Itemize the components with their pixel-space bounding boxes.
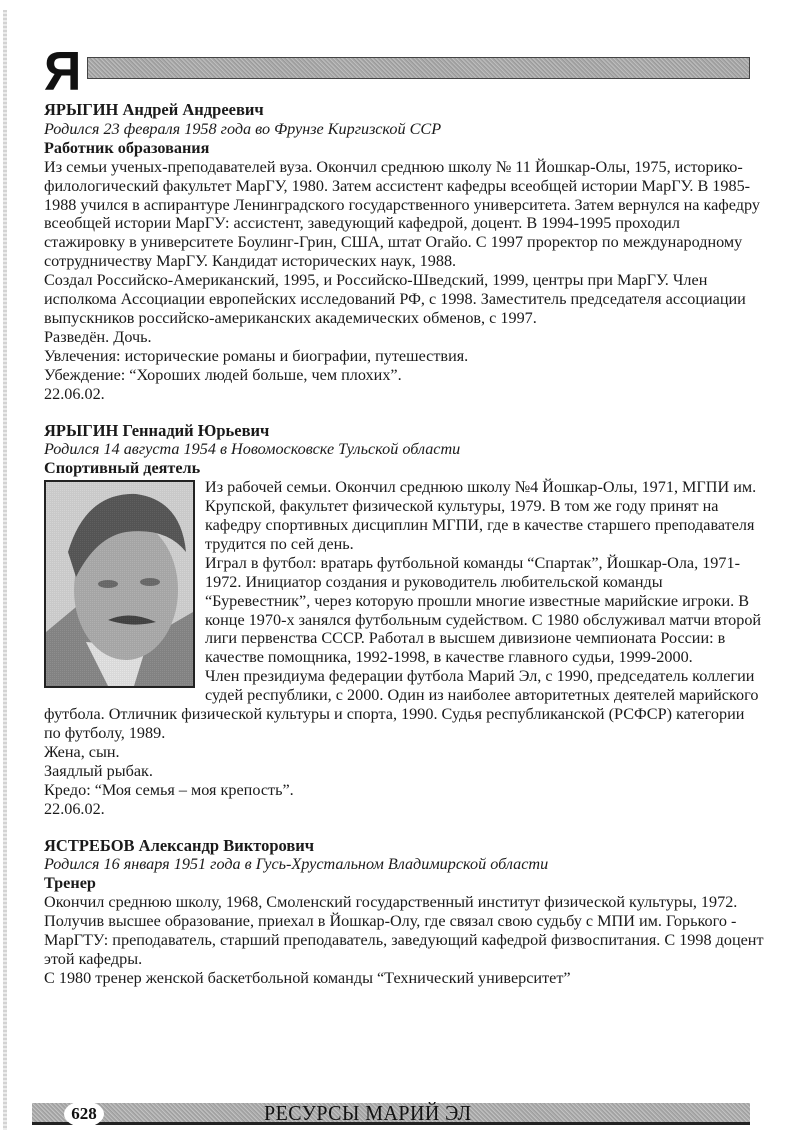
entry-paragraph: Убеждение: “Хороших людей больше, чем плохих”. (44, 365, 402, 384)
entry-paragraph: С 1980 тренер женской баскетбольной команды “Технический университет” (44, 968, 571, 987)
page-binding-edge (3, 10, 7, 1130)
entry-name: ЯСТРЕБОВ Александр Викторович (44, 835, 315, 855)
entry-birth: Родился 23 февраля 1958 года во Фрунзе Киргизской ССР (44, 119, 442, 138)
page-footer (30, 1099, 750, 1129)
entry-birth: Родился 16 января 1951 года в Гусь-Хрустальном Владимирской области (44, 855, 549, 874)
portrait-photo (44, 480, 195, 688)
entry-birth: Родился 14 августа 1954 в Новомосковске Тульской области (44, 440, 461, 459)
entry-name: ЯРЫГИН Андрей Андреевич (44, 100, 264, 119)
entry-name: ЯРЫГИН Геннадий Юрьевич (44, 420, 270, 440)
entry-role: Спортивный деятель (44, 459, 201, 478)
biography-entry (44, 101, 764, 404)
biography-entry (44, 422, 764, 819)
page-content (44, 101, 764, 1006)
entry-paragraph: Разведён. Дочь. (44, 327, 152, 346)
section-header-bar (87, 57, 750, 79)
entry-role: Работник образования (44, 138, 210, 157)
entry-paragraph: Создал Российско-Американский, 1995, и Российско-Шведский, 1999, центры при МарГУ. Член исполкома Ассоциации европейских исследований РФ, с 1998. Заместитель председателя ассоциации выпускников российско-американских академических обменов, с 1997. (44, 271, 746, 327)
entry-role: Тренер (44, 874, 96, 893)
entry-paragraph: Из семьи ученых-преподавателей вуза. Окончил среднюю школу № 11 Йошкар-Олы, 1975, историко-филологический факультет МарГУ, 1980. Затем ассистент кафедры всеобщей истории МарГУ. В 1985-1988 учился в аспирантуре Ленинградского государственного университета. Затем вернулся на кафедру всеобщей истории МарГУ: ассистент, заведующий кафедрой, доцент. В 1994-1995 проходил стажировку в университете Боулинг-Грин, США, штат Огайо. С 1997 проректор по международному сотрудничеству МарГУ. Кандидат исторических наук, 1988. (44, 157, 760, 271)
entry-paragraph: Заядлый рыбак. (44, 761, 153, 780)
section-letter: Я (44, 41, 82, 103)
entry-date: 22.06.02. (44, 384, 105, 403)
page-number: 628 (64, 1101, 104, 1127)
portrait-image (46, 482, 193, 686)
biography-entry (44, 837, 764, 988)
entry-paragraph: Кредо: “Моя семья – моя крепость”. (44, 780, 294, 799)
entry-paragraph: Увлечения: исторические романы и биографии, путешествия. (44, 346, 469, 365)
entry-paragraph: Жена, сын. (44, 742, 120, 761)
publication-title: РЕСУРСЫ МАРИЙ ЭЛ (264, 1101, 472, 1125)
entry-paragraph: Член президиума федерации футбола Марий Эл, с 1990, председатель коллегии судей республики, с 2000. Один из наиболее авторитетных деятелей марийского футбола. Отличник физической культуры и спорта, 1990. Судья республиканской (РСФСР) категории по футболу, 1989. (44, 667, 759, 742)
entry-paragraph: Окончил среднюю школу, 1968, Смоленский государственный институт физической культуры, 1972. Получив высшее образование, приехал в Йошкар-Олу, где связал свою судьбу с МПИ им. Горького - МарГТУ: преподаватель, старший преподаватель, заведующий кафедрой физвоспитания. С 1998 доцент этой кафедры. (44, 893, 764, 968)
entry-paragraph: Играл в футбол: вратарь футбольной команды “Спартак”, Йошкар-Ола, 1971-1972. Инициатор создания и руководитель любительской команды “Буревестник”, через которую прошли многие известные марийские игроки. В конце 1970-х занялся футбольным судейством. С 1980 обслуживал матчи второй лиги первенства СССР. Работал в высшем дивизионе чемпионата России: в качестве помощника, 1992-1998, в качестве главного судьи, 1999-2000. (205, 553, 762, 667)
entry-date: 22.06.02. (44, 799, 105, 818)
entry-paragraph: Из рабочей семьи. Окончил среднюю школу №4 Йошкар-Олы, 1971, МГПИ им. Крупской, факультет физической культуры, 1979. В том же году принят на кафедру спортивных дисциплин МГПИ, где в качестве старшего преподавателя трудится по сей день. (205, 478, 757, 553)
